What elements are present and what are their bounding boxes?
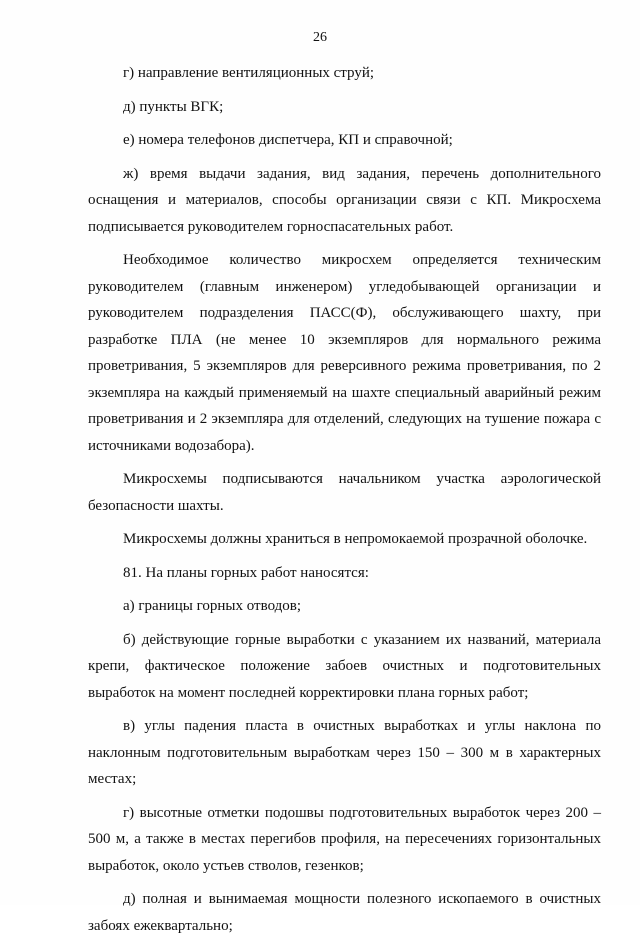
paragraph-item-a-boundaries: а) границы горных отводов; — [123, 598, 302, 614]
paragraph-item-d-thickness: д) полная и вынимаемая мощности полезного ископаемого в очистных забоях ежеквартально; — [88, 891, 601, 934]
paragraph-item-v-angles: в) углы падения пласта в очистных выработках и углы наклона по наклонным подготовительным выработкам через 150 – 300 м в характерных местах; — [88, 718, 601, 787]
paragraph-item-d-vgk: д) пункты ВГК; — [123, 98, 224, 115]
paragraph-item-g-elevations: г) высотные отметки подошвы подготовительных выработок через 200 – 500 м, а также в местах перегибов профиля, на пересечениях горизонтальных выработок, около устьев стволов, гезенков; — [88, 804, 601, 874]
paragraph-item-e-phones: е) номера телефонов диспетчера, КП и справочной; — [123, 132, 453, 148]
page-number: 26 — [313, 30, 327, 45]
paragraph-microscheme-signing: Микросхемы подписываются начальником участка аэрологической безопасности шахты. — [88, 471, 601, 514]
section-81-heading: 81. На планы горных работ наносятся: — [123, 564, 369, 581]
paragraph-microscheme-storage: Микросхемы должны храниться в непромокаемой прозрачной оболочке. — [123, 531, 588, 547]
paragraph-item-zh-task-time: ж) время выдачи задания, вид задания, перечень дополнительного оснащения и материалов, способы организации связи с КП. Микросхема подписывается руководителем горноспасательных работ. — [88, 165, 601, 235]
document-body — [88, 60, 601, 939]
paragraph-microscheme-count: Необходимое количество микросхем определяется техническим руководителем (главным инженером) угледобывающей организации и руководителем подразделения ПАСС(Ф), обслуживающего шахту, при разработке ПЛА (не менее 10 экземпляров для нормального режима проветривания, 5 экземпляров для реверсивного режима проветривания, по 2 экземпляра на каждый применяемый на шахте специальный аварийный режим проветривания и 2 экземпляра для отделений, следующих на тушение пожара с источниками водозабора). — [88, 252, 601, 454]
paragraph-item-b-workings: б) действующие горные выработки с указанием их названий, материала крепи, фактическое положение забоев очистных и подготовительных выработок на момент последней корректировки плана горных работ; — [88, 631, 601, 701]
paragraph-item-g-ventilation: г) направление вентиляционных струй; — [123, 65, 375, 81]
